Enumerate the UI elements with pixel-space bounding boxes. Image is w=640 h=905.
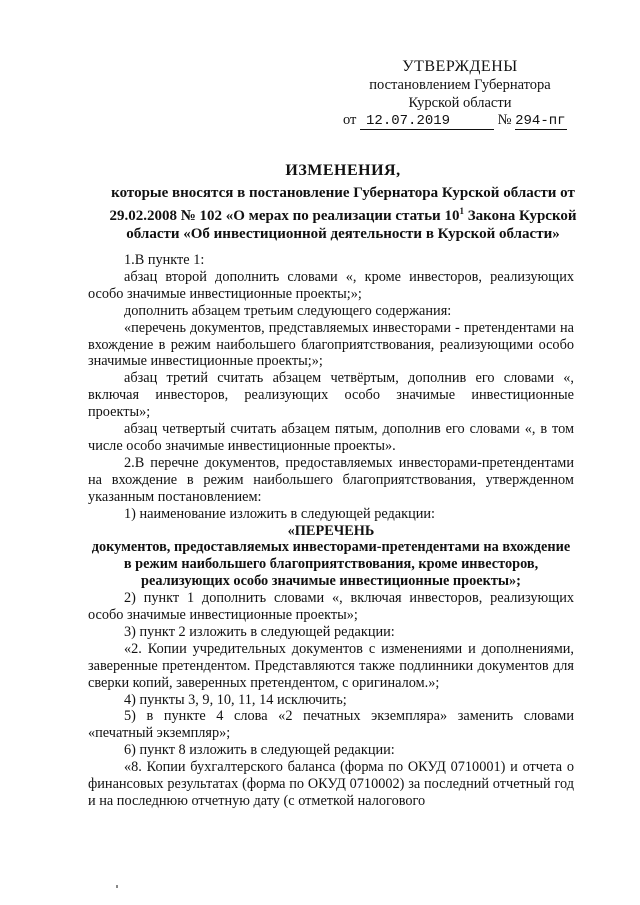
paragraph: 6) пункт 8 изложить в следующей редакции: <box>124 742 395 759</box>
document-body <box>88 252 574 810</box>
document-title <box>88 162 598 243</box>
paragraph: «8. Копии бухгалтерского баланса (форма по ОКУД 0710001) и отчета о финансовых результатах (форма по ОКУД 0710002) за последний отчетный год и на последнюю отчетную дату (с отметкой налогового <box>88 759 574 809</box>
list-heading: «ПЕРЕЧЕНЬ <box>287 522 375 539</box>
title-line-1: которые вносятся в постановление Губернатора Курской области от <box>111 185 575 201</box>
paragraph: абзац третий считать абзацем четвёртым, дополнив его словами «, включая инвесторов, реализующих особо значимые инвестиционные проекты»; <box>88 370 574 421</box>
title-line-2 <box>88 202 598 225</box>
approval-number: 294-пг <box>515 113 566 129</box>
paragraph: 3) пункт 2 изложить в следующей редакции: <box>124 623 395 640</box>
title-main: ИЗМЕНЕНИЯ, <box>285 162 401 179</box>
paragraph: 1) наименование изложить в следующей редакции: <box>124 505 435 522</box>
approval-from-label: от <box>343 112 357 128</box>
paragraph: 2.В перечне документов, предоставляемых инвесторами-претендентами на вхождение в режим наибольшего благоприятствования, утвержденном указанным постановлением: <box>88 454 574 505</box>
title-line-2-end: Закона Курской <box>463 208 577 224</box>
title-line-2-start: 29.02.2008 № 102 «О мерах по реализации статьи 10 <box>109 208 460 224</box>
paragraph: абзац второй дополнить словами «, кроме инвесторов, реализующих особо значимые инвестиционные проекты;»; <box>88 268 574 302</box>
paragraph: абзац четвертый считать абзацем пятым, дополнив его словами «, в том числе особо значимые инвестиционные проекты». <box>88 421 574 454</box>
list-subheading: документов, предоставляемых инвесторами-претендентами на вхождение в режим наибольшего благоприятствования, кроме инвесторов, реализующих особо значимые инвестиционные проекты»; <box>91 539 571 590</box>
paragraph: дополнить абзацем третьим следующего содержания: <box>124 302 452 319</box>
title-superscript: 1 <box>459 206 464 216</box>
paragraph: 4) пункты 3, 9, 10, 11, 14 исключить; <box>124 691 347 708</box>
paragraph: 2) пункт 1 дополнить словами «, включая инвесторов, реализующих особо значимые инвестиционные проекты»; <box>88 590 574 624</box>
paragraph: 5) в пункте 4 слова «2 печатных экземпляра» заменить словами «печатный экземпляр»; <box>88 708 574 742</box>
approval-date-number <box>343 112 567 130</box>
approval-line-region: Курской области <box>408 95 512 111</box>
scan-mark <box>116 885 118 888</box>
title-line-3: области «Об инвестиционной деятельности в Курской области» <box>126 226 560 242</box>
approval-date: 12.07.2019 <box>360 113 494 130</box>
approval-heading: УТВЕРЖДЕНЫ <box>402 58 518 75</box>
paragraph: «перечень документов, представляемых инвесторами - претендентами на вхождение в режим наибольшего благоприятствования, реализующими особо значимые инвестиционные проекты;»; <box>88 319 574 370</box>
paragraph: «2. Копии учредительных документов с изменениями и дополнениями, заверенные претендентом. Представляются также подлинники документов для сверки копий, заверенных претендентом, с оригиналом.»; <box>88 640 574 691</box>
paragraph: 1.В пункте 1: <box>124 252 205 268</box>
approval-block <box>330 58 590 112</box>
approval-number-label: № <box>497 112 512 128</box>
approval-line-governor: постановлением Губернатора <box>369 77 551 93</box>
